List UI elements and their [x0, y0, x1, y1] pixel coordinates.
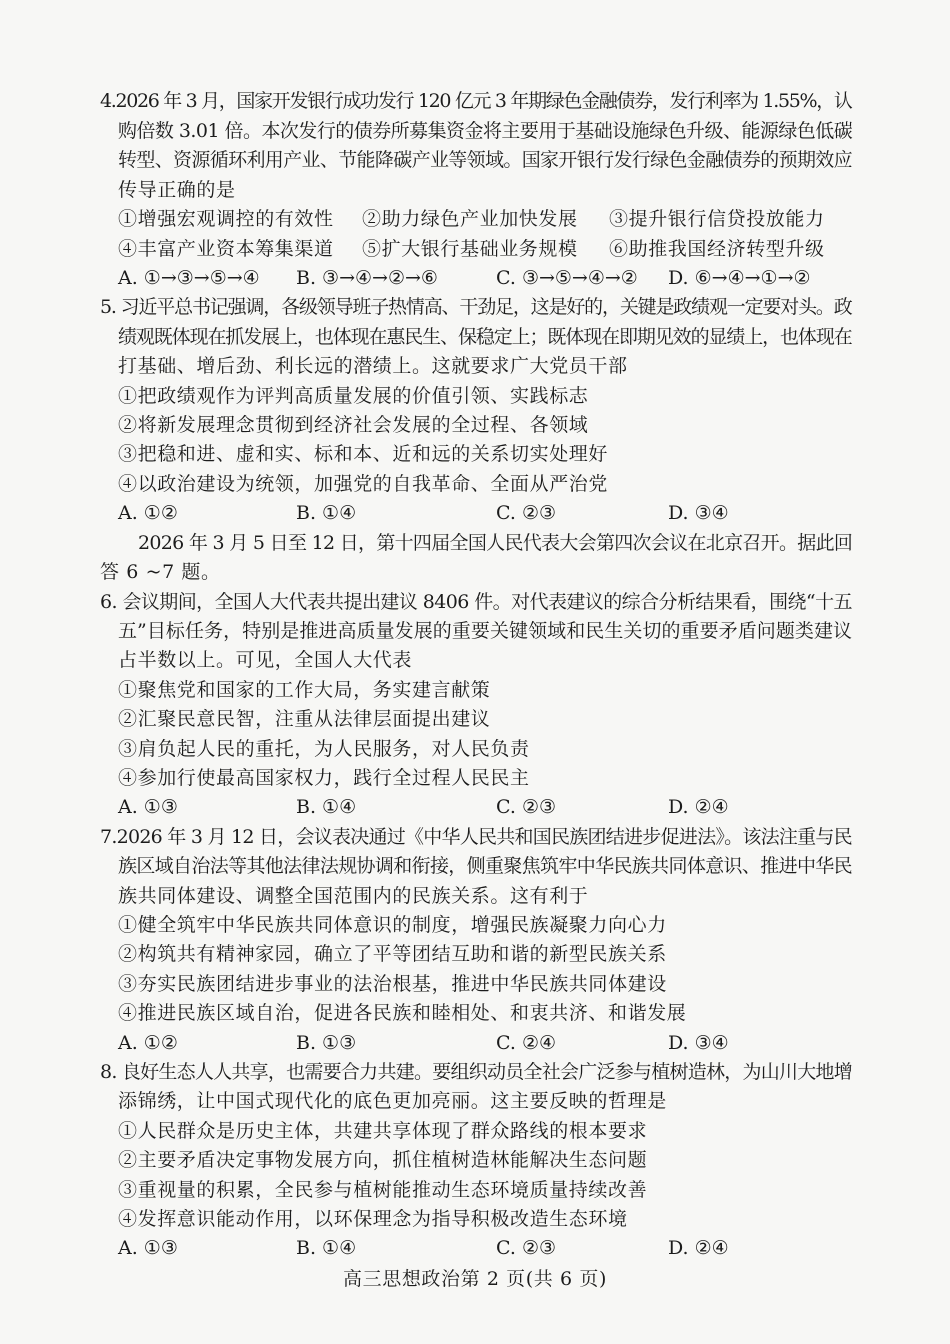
question-4-line-3: 转型、资源循环利用产业、节能降碳产业等领域。国家开银行发行绿色金融债券的预期效应 [118, 149, 853, 171]
question-4-answer-b: B. ③→④→②→⑥ [296, 267, 438, 289]
question-6-answer-c: C. ②③ [496, 796, 557, 818]
question-6-answer-d: D. ②④ [668, 796, 729, 818]
question-7-option-4: ④推进民族区域自治，促进各民族和睦相处、和衷共济、和谐发展 [118, 1002, 687, 1024]
question-7-line-2: 族区域自治法等其他法律法规协调和衔接，侧重聚焦筑牢中华民族共同体意识、推进中华民 [118, 855, 853, 877]
material-intro-line-1: 2026 年 3 月 5 日至 12 日，第十四届全国人民代表大会第四次会议在北京召开。据此回 [138, 532, 853, 554]
question-6-option-2: ②汇聚民意民智，注重从法律层面提出建议 [118, 708, 491, 730]
question-4-option-2: ②助力绿色产业加快发展 [362, 208, 578, 230]
question-7-option-3: ③夯实民族团结进步事业的法治根基，推进中华民族共同体建设 [118, 973, 667, 995]
question-5-answer-b: B. ①④ [296, 502, 357, 524]
question-8-line-2: 添锦绣，让中国式现代化的底色更加亮丽。这主要反映的哲理是 [118, 1090, 667, 1112]
question-6-option-3: ③肩负起人民的重托，为人民服务，对人民负责 [118, 738, 530, 760]
question-4-answer-d: D. ⑥→④→①→② [668, 267, 811, 289]
question-7-answer-a: A. ①② [118, 1032, 178, 1054]
question-7-option-2: ②构筑共有精神家园，确立了平等团结互助和谐的新型民族关系 [118, 943, 667, 965]
question-5-option-4: ④以政治建设为统领，加强党的自我革命、全面从严治党 [118, 473, 609, 495]
question-5-option-1: ①把政绩观作为评判高质量发展的价值引领、实践标志 [118, 385, 589, 407]
question-8-answer-a: A. ①③ [118, 1237, 178, 1259]
question-4-option-1: ①增强宏观调控的有效性 [118, 208, 334, 230]
question-8-answer-b: B. ①④ [296, 1237, 357, 1259]
question-5-answer-d: D. ③④ [668, 502, 729, 524]
question-5-line-3: 打基础、增后劲、利长远的潜绩上。这就要求广大党员干部 [118, 355, 628, 377]
question-8-answer-c: C. ②③ [496, 1237, 557, 1259]
question-7-answer-c: C. ②④ [496, 1032, 557, 1054]
question-8-answer-d: D. ②④ [668, 1237, 729, 1259]
question-7-line-1: 7.2026 年 3 月 12 日，会议表决通过《中华人民共和国民族团结进步促进法》。该法注重与民 [100, 826, 852, 848]
question-6-option-1: ①聚焦党和国家的工作大局，务实建言献策 [118, 679, 491, 701]
question-5-answer-a: A. ①② [118, 502, 178, 524]
question-6-answer-b: B. ①④ [296, 796, 357, 818]
question-4-line-1: 4.2026 年 3 月，国家开发银行成功发行 120 亿元 3 年期绿色金融债券，发行利率为 1.55%，认 [100, 90, 852, 112]
question-7-option-1: ①健全筑牢中华民族共同体意识的制度，增强民族凝聚力向心力 [118, 914, 667, 936]
question-8-line-1: 8. 良好生态人人共享，也需要合力共建。要组织动员全社会广泛参与植树造林，为山川大地增 [100, 1061, 852, 1083]
question-7-line-3: 族共同体建设、调整全国范围内的民族关系。这有利于 [118, 885, 589, 907]
question-8-option-3: ③重视量的积累，全民参与植树能推动生态环境质量持续改善 [118, 1179, 648, 1201]
question-4-option-5: ⑤扩大银行基础业务规模 [362, 238, 578, 260]
question-5-option-2: ②将新发展理念贯彻到经济社会发展的全过程、各领域 [118, 414, 589, 436]
question-6-line-1: 6. 会议期间，全国人大代表共提出建议 8406 件。对代表建议的综合分析结果看，围绕“十五 [100, 591, 852, 613]
question-6-answer-a: A. ①③ [118, 796, 178, 818]
question-4-line-2: 购倍数 3.01 倍。本次发行的债券所募集资金将主要用于基础设施绿色升级、能源绿色低碳 [118, 120, 853, 142]
page-footer: 高三思想政治第 2 页(共 6 页) [343, 1268, 607, 1290]
question-5-line-1: 5. 习近平总书记强调，各级领导班子热情高、干劲足，这是好的，关键是政绩观一定要对头。政 [100, 296, 852, 318]
question-4-option-4: ④丰富产业资本筹集渠道 [118, 238, 334, 260]
question-6-line-2: 五”目标任务，特别是推进高质量发展的重要关键领域和民生关切的重要矛盾问题类建议 [118, 620, 853, 642]
question-6-line-3: 占半数以上。可见，全国人大代表 [118, 649, 413, 671]
question-5-option-3: ③把稳和进、虚和实、标和本、近和远的关系切实处理好 [118, 443, 609, 465]
question-8-option-1: ①人民群众是历史主体，共建共享体现了群众路线的根本要求 [118, 1120, 648, 1142]
question-4-answer-a: A. ①→③→⑤→④ [118, 267, 260, 289]
question-6-option-4: ④参加行使最高国家权力，践行全过程人民民主 [118, 767, 530, 789]
question-5-answer-c: C. ②③ [496, 502, 557, 524]
question-4-line-4: 传导正确的是 [118, 179, 236, 201]
question-4-option-3: ③提升银行信贷投放能力 [609, 208, 825, 230]
question-8-option-2: ②主要矛盾决定事物发展方向，抓住植树造林能解决生态问题 [118, 1149, 648, 1171]
question-5-line-2: 绩观既体现在抓发展上，也体现在惠民生、保稳定上；既体现在即期见效的显绩上，也体现在 [118, 326, 852, 348]
material-intro-line-2: 答 6 ~7 题。 [100, 561, 221, 583]
question-4-answer-c: C. ③→⑤→④→② [496, 267, 638, 289]
question-7-answer-d: D. ③④ [668, 1032, 729, 1054]
question-8-option-4: ④发挥意识能动作用，以环保理念为指导积极改造生态环境 [118, 1208, 628, 1230]
question-7-answer-b: B. ①③ [296, 1032, 357, 1054]
question-4-option-6: ⑥助推我国经济转型升级 [609, 238, 825, 260]
